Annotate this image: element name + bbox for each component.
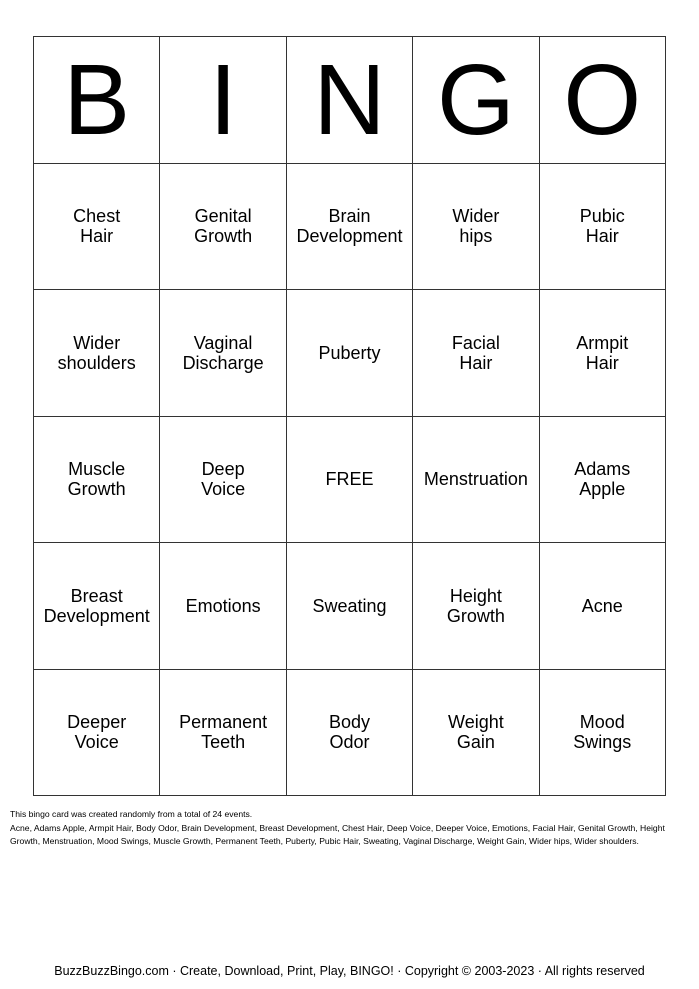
header-letter-b: B (34, 37, 160, 164)
bingo-square: Armpit Hair (540, 290, 666, 417)
bingo-square: Brain Development (287, 164, 413, 291)
bingo-square: Pubic Hair (540, 164, 666, 291)
free-square: FREE (287, 417, 413, 544)
bingo-square: Height Growth (413, 543, 539, 670)
card-info (10, 808, 690, 849)
bingo-card (33, 36, 666, 796)
bingo-square: Body Odor (287, 670, 413, 797)
bingo-square: Facial Hair (413, 290, 539, 417)
bingo-square: Adams Apple (540, 417, 666, 544)
bingo-square: Wider hips (413, 164, 539, 291)
bingo-square: Weight Gain (413, 670, 539, 797)
header-letter-n: N (287, 37, 413, 164)
header-letter-o: O (540, 37, 666, 164)
bingo-square: Wider shoulders (34, 290, 160, 417)
info-event-list: Acne, Adams Apple, Armpit Hair, Body Odor, Brain Development, Breast Development, Chest Hair, Deep Voice, Deeper Voice, Emotions, Facial Hair, Genital Growth, Height Growth, Menstruation, Mood Swings, Muscle Growth, Permanent Teeth, Puberty, Pubic Hair, Sweating, Vaginal Discharge, Weight Gain, Wider hips, Wider shoulders. (10, 822, 665, 846)
bingo-square: Emotions (160, 543, 286, 670)
info-summary: This bingo card was created randomly from a total of 24 events. (10, 809, 253, 819)
bingo-square: Acne (540, 543, 666, 670)
bingo-square: Muscle Growth (34, 417, 160, 544)
bingo-square: Vaginal Discharge (160, 290, 286, 417)
bingo-square: Breast Development (34, 543, 160, 670)
bingo-square: Puberty (287, 290, 413, 417)
bingo-square: Genital Growth (160, 164, 286, 291)
bingo-square: Chest Hair (34, 164, 160, 291)
bingo-square: Sweating (287, 543, 413, 670)
footer-copyright: BuzzBuzzBingo.com · Create, Download, Print, Play, BINGO! · Copyright © 2003-2023 · All rights reserved (54, 964, 645, 978)
bingo-square: Deep Voice (160, 417, 286, 544)
bingo-square: Permanent Teeth (160, 670, 286, 797)
header-letter-g: G (413, 37, 539, 164)
bingo-square: Menstruation (413, 417, 539, 544)
bingo-square: Deeper Voice (34, 670, 160, 797)
header-letter-i: I (160, 37, 286, 164)
bingo-square: Mood Swings (540, 670, 666, 797)
